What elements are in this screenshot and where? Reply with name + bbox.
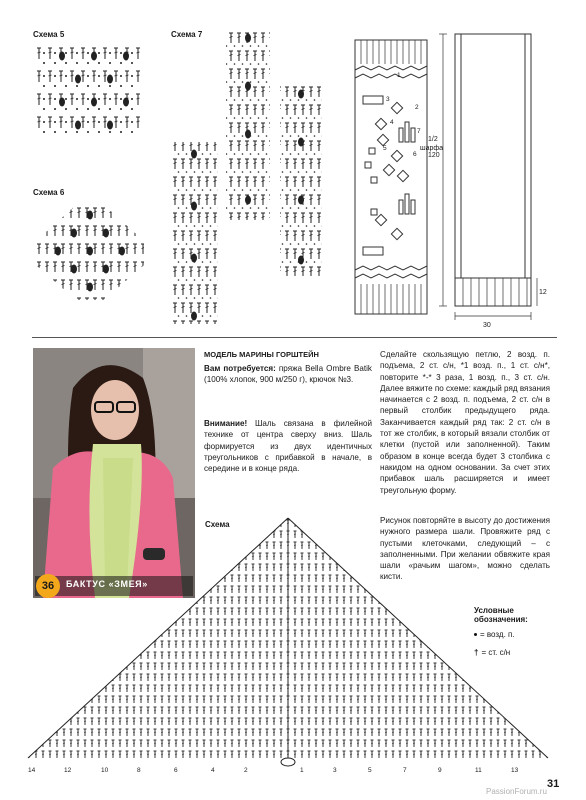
- instructions-paragraph-1: Сделайте скользящую петлю, 2 возд. п. подъема, 2 ст. с/н, *1 возд. п., 1 ст. с/н*, повторите *-* 3 раза, 1 возд. п., 3 ст. с/н. Далее вяжите по схеме: каждый ряд вязания начинается с 2 возд. п. подъема, 2 ст. с/н в первый столбик предыдущего ряда. Заканчивается каждый ряд так: 2 ст. с/н в тот же столбик, в который вязали столбик от клетки (пустой или заполненной). Таким образом в конце всегда будет 3 столбика с накидом на одном основании. За счет этих прибавок шаль расширяется и имеет треугольную форму.: [380, 350, 550, 495]
- legend-dc: = ст. с/н: [481, 648, 511, 657]
- page-number: 31: [547, 778, 560, 790]
- shawl-chart: [26, 518, 550, 768]
- scarf-marker-1: 1: [397, 72, 401, 79]
- scheme-7-chart: [172, 30, 322, 326]
- scarf-marker-3: 3: [386, 96, 390, 103]
- row-number: 1: [300, 767, 304, 774]
- section-divider: [32, 337, 557, 338]
- scarf-marker-4: 4: [390, 119, 394, 126]
- model-author: МОДЕЛЬ МАРИНЫ ГОРШТЕЙН: [204, 350, 319, 359]
- scarf-border-label: 12: [539, 289, 547, 296]
- row-number: 6: [174, 767, 178, 774]
- scarf-length-label: 120: [428, 152, 440, 159]
- scheme-5-chart: [36, 44, 141, 136]
- scarf-half-label: 1/2: [428, 136, 438, 143]
- materials-text: пряжа Bella Ombre Batik (100% хлопок, 900 м/250 г), крючок №3.: [204, 364, 372, 385]
- row-number: 10: [101, 767, 109, 774]
- row-number: 13: [511, 767, 519, 774]
- materials-label: Вам потребуется:: [204, 364, 276, 373]
- scarf-marker-6: 6: [413, 151, 417, 158]
- scheme-5-label: Схема 5: [33, 30, 65, 39]
- scheme-6-chart: [36, 205, 144, 300]
- project-title: БАКТУС «ЗМЕЯ»: [66, 579, 148, 589]
- attention-text: Шаль связана в филейной технике от центра сверху вниз. Шаль формируется из двух идентичных треугольников с прибавкой в начале, в середине и в конце ряда.: [204, 419, 372, 474]
- legend: [474, 606, 528, 657]
- main-scheme-label: Схема: [205, 520, 230, 529]
- legend-title-2: обозначения:: [474, 615, 528, 624]
- attention-label: Внимание!: [204, 419, 248, 428]
- scarf-marker-5: 5: [383, 145, 387, 152]
- page-badge-number: 36: [36, 574, 60, 598]
- scarf-diagram: [355, 34, 550, 330]
- row-number: 5: [368, 767, 372, 774]
- instructions-paragraph-2: Рисунок повторяйте в высоту до достижения нужного размера шали. Провяжите ряд с пустыми клеточками, следующий – с заполненными. При желании обвяжите края шали «рачьим шагом», можно сделать кисти.: [380, 516, 550, 582]
- legend-chain: = возд. п.: [480, 630, 515, 639]
- double-crochet-icon: †: [474, 648, 479, 657]
- attention-paragraph: [204, 418, 372, 474]
- row-number: 2: [244, 767, 248, 774]
- scheme-6-label: Схема 6: [33, 188, 65, 197]
- scarf-name-label: шарфа: [420, 145, 444, 152]
- row-number: 7: [403, 767, 407, 774]
- scheme-7-label: Схема 7: [171, 30, 203, 39]
- scarf-width-label: 30: [483, 322, 491, 329]
- row-number: 4: [211, 767, 215, 774]
- scarf-marker-2: 2: [415, 104, 419, 111]
- materials-paragraph: [204, 363, 372, 386]
- row-number: 14: [28, 767, 36, 774]
- legend-title-1: Условные: [474, 606, 514, 615]
- row-number: 12: [64, 767, 72, 774]
- row-number: 8: [137, 767, 141, 774]
- row-number: 11: [475, 767, 482, 774]
- row-number: 9: [438, 767, 442, 774]
- row-number: 3: [333, 767, 337, 774]
- scarf-marker-7: 7: [417, 128, 421, 135]
- watermark: PassionForum.ru: [486, 787, 547, 796]
- chain-stitch-icon: [474, 633, 477, 636]
